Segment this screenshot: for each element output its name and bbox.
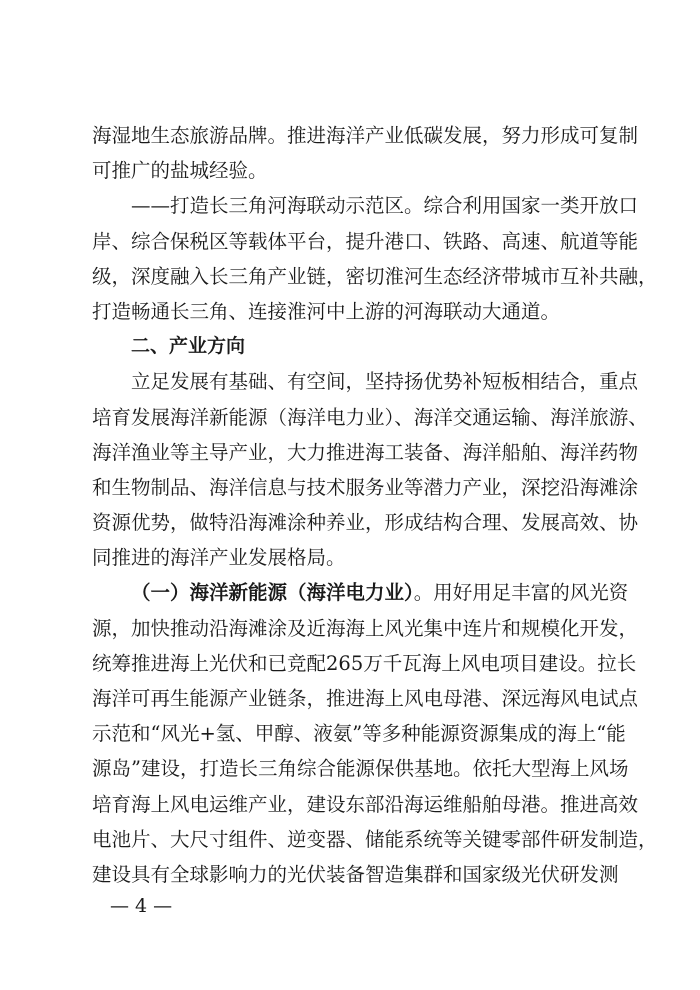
- text-line: ——打造长三角河海联动示范区。综合利用国家一类开放口: [131, 194, 639, 218]
- text-line: 源，加快推动沿海滩涂及近海海上风光集中连片和规模化开发，: [92, 616, 639, 640]
- text-line: 源岛”建设，打造长三角综合能源保供基地。依托大型海上风场: [92, 757, 629, 781]
- text-line: 海湿地生态旅游品牌。推进海洋产业低碳发展，努力形成可复制: [92, 124, 639, 147]
- text-line: 打造畅通长三角、连接淮河中上游的河海联动大通道。: [92, 299, 561, 323]
- text-line: 同推进的海洋产业发展格局。: [92, 546, 346, 570]
- text-line: 电池片、大尺寸组件、逆变器、储能系统等关键零部件研发制造，: [92, 827, 658, 851]
- text-line: 和生物制品、海洋信息与技术服务业等潜力产业，深挖沿海滩涂: [92, 475, 639, 499]
- text-line: 统筹推进海上光伏和已竞配265万千瓦海上风电项目建设。拉长: [92, 651, 637, 675]
- subsection-heading: （一）海洋新能源（海洋电力业）: [131, 581, 414, 605]
- text-line: 培育发展海洋新能源（海洋电力业）、海洋交通运输、海洋旅游、: [92, 405, 648, 429]
- text-line: 级，深度融入长三角产业链，密切淮河生态经济带城市互补共融，: [92, 264, 658, 288]
- text-line: 岸、综合保税区等载体平台，提升港口、铁路、高速、航道等能: [92, 229, 639, 253]
- text-line: 示范和“风光+氢、甲醇、液氨”等多种能源资源集成的海上“能: [92, 722, 626, 746]
- subsection-first-line-rest: 。用好用足丰富的风光资: [413, 581, 629, 605]
- section-heading: 二、产业方向: [131, 335, 246, 358]
- document-body: [92, 118, 658, 892]
- text-line: 培育海上风电运维产业，建设东部沿海运维船舶母港。推进高效: [92, 792, 639, 816]
- subsection-first-line: [92, 575, 629, 610]
- page-number: — 4 —: [110, 895, 173, 917]
- text-line: 建设具有全球影响力的光伏装备智造集群和国家级光伏研发测: [92, 862, 619, 886]
- text-line: 海洋渔业等主导产业，大力推进海工装备、海洋船舶、海洋药物: [92, 440, 639, 464]
- text-line: 资源优势，做特沿海滩涂种养业，形成结构合理、发展高效、协: [92, 511, 639, 535]
- text-line: 海洋可再生能源产业链条，推进海上风电母港、深远海风电试点: [92, 687, 639, 710]
- text-line: 可推广的盐城经验。: [92, 159, 268, 183]
- text-line: 立足发展有基础、有空间，坚持扬优势补短板相结合，重点: [131, 370, 639, 394]
